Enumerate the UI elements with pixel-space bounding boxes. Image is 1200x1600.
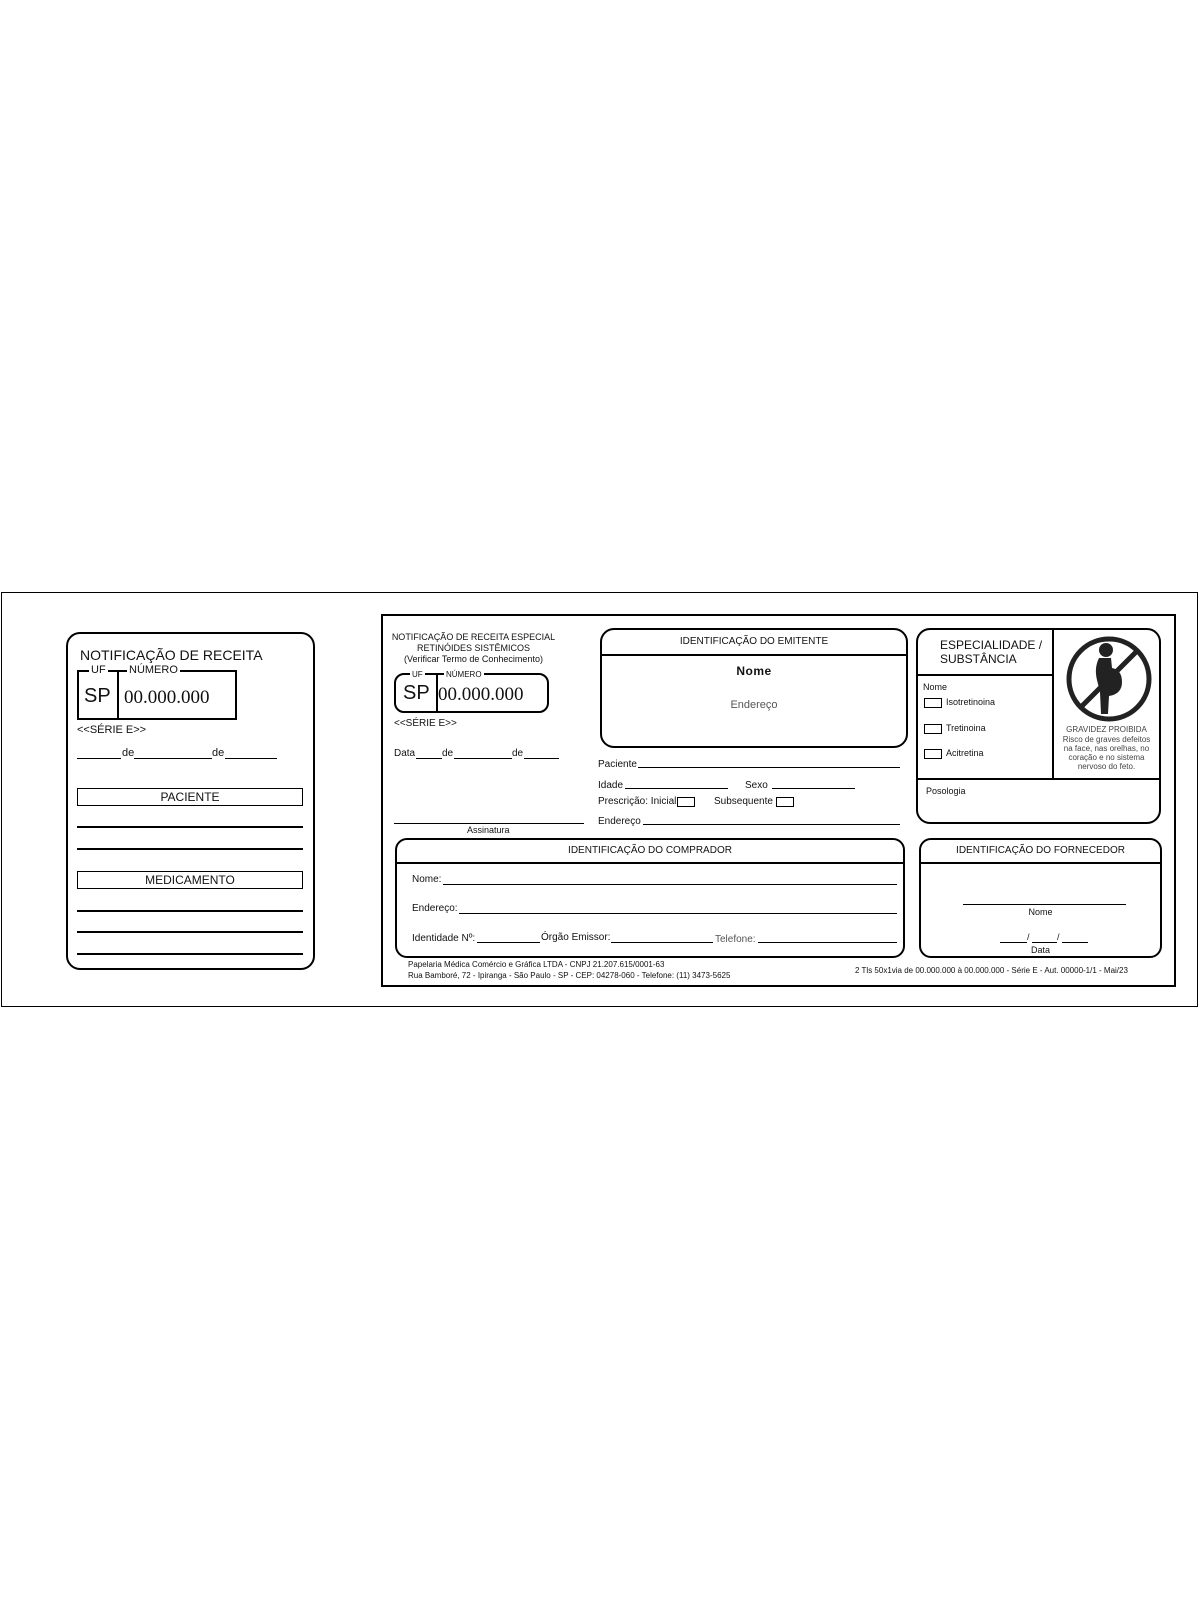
- comprador-nome-line[interactable]: [443, 884, 897, 885]
- stub-medicamento-line-2[interactable]: [77, 931, 303, 933]
- data-day-line[interactable]: [416, 758, 442, 759]
- paciente-label: Paciente: [598, 759, 637, 770]
- comprador-box: [395, 838, 905, 958]
- comprador-telefone-line[interactable]: [758, 942, 897, 943]
- form-serie: <<SÉRIE E>>: [394, 718, 457, 729]
- fornecedor-title: IDENTIFICAÇÃO DO FORNECEDOR: [956, 845, 1125, 856]
- especialidade-title-1: ESPECIALIDADE /: [940, 638, 1043, 652]
- emitente-box: [600, 628, 908, 748]
- stub-date-de-1: de: [122, 747, 135, 759]
- tretinoina-checkbox[interactable]: [924, 724, 942, 734]
- warning-line-1: Risco de graves defeitos: [1062, 735, 1151, 744]
- posologia-label: Posologia: [926, 786, 966, 796]
- warning-line-2: na face, nas orelhas, no: [1063, 744, 1150, 753]
- form-uf-value: SP: [403, 682, 430, 704]
- prescricao-inicial-checkbox[interactable]: [677, 797, 695, 807]
- fornecedor-nome-line[interactable]: [963, 904, 1126, 905]
- form-title-line3: (Verificar Termo de Conhecimento): [404, 654, 543, 664]
- comprador-identidade-line[interactable]: [477, 942, 540, 943]
- stub-paciente-line-1[interactable]: [77, 826, 303, 828]
- comprador-telefone-label: Telefone:: [715, 934, 756, 945]
- fornecedor-month-line[interactable]: [1032, 942, 1057, 943]
- fornecedor-box: [919, 838, 1162, 958]
- stub-date-line-3[interactable]: [225, 758, 277, 759]
- emitente-nome[interactable]: Nome: [736, 664, 772, 678]
- fornecedor-nome-label: Nome: [1028, 907, 1053, 917]
- comprador-identidade-label: Identidade Nº:: [412, 933, 476, 944]
- comprador-orgao-label: Órgão Emissor:: [541, 932, 611, 943]
- data-de-1: de: [442, 748, 454, 759]
- sexo-line[interactable]: [772, 788, 855, 789]
- form-numero-label: NÚMERO: [446, 670, 482, 679]
- comprador-orgao-line[interactable]: [611, 942, 713, 943]
- especialidade-box: [916, 628, 1161, 824]
- data-de-2: de: [512, 748, 524, 759]
- form-uf-label: UF: [412, 670, 423, 679]
- endereco-line[interactable]: [643, 824, 900, 825]
- fornecedor-date-sep-2: /: [1057, 932, 1060, 942]
- comprador-endereco-line[interactable]: [459, 913, 897, 914]
- warning-line-3: coração e no sistema: [1068, 753, 1145, 762]
- no-pregnancy-icon: [1064, 634, 1154, 724]
- assinatura-line[interactable]: [394, 823, 584, 824]
- fornecedor-day-line[interactable]: [1000, 942, 1027, 943]
- stub-uf-value: SP: [84, 685, 111, 707]
- sexo-label: Sexo: [745, 780, 768, 791]
- idade-label: Idade: [598, 780, 624, 791]
- warning-title: GRAVIDEZ PROIBIDA: [1066, 725, 1147, 734]
- stub-date-line-2[interactable]: [134, 758, 212, 759]
- data-label: Data: [394, 748, 416, 759]
- form-numero-value: 00.000.000: [438, 684, 524, 705]
- emitente-title: IDENTIFICAÇÃO DO EMITENTE: [679, 636, 829, 647]
- stub-numero-value: 00.000.000: [124, 687, 210, 708]
- especialidade-nome-label: Nome: [923, 682, 948, 692]
- form-number-box: [394, 670, 549, 713]
- isotretinoina-label: Isotretinoina: [946, 697, 996, 707]
- footer-print-info: 2 Tls 50x1via de 00.000.000 à 00.000.000 - Série E - Aut. 00000-1/1 - Mai/23: [855, 966, 1128, 975]
- fornecedor-data-label: Data: [1030, 945, 1050, 955]
- stub-paciente-label: PACIENTE: [77, 788, 303, 806]
- paciente-line[interactable]: [638, 767, 900, 768]
- fornecedor-date-sep-1: /: [1027, 932, 1030, 942]
- tretinoina-label: Tretinoina: [946, 723, 986, 733]
- stub-paciente-line-2[interactable]: [77, 848, 303, 850]
- footer-company-line-2: Rua Bamboré, 72 - Ipiranga - São Paulo - SP - CEP: 04278-060 - Telefone: (11) 3473-5625: [408, 971, 731, 980]
- emitente-endereco[interactable]: Endereço: [730, 699, 778, 711]
- stub-title: NOTIFICAÇÃO DE RECEITA: [80, 647, 263, 663]
- stub-numero-label: NÚMERO: [129, 664, 178, 676]
- stub-medicamento-line-3[interactable]: [77, 953, 303, 955]
- subsequente-label: Subsequente: [714, 796, 773, 807]
- stub-date-de-2: de: [212, 747, 225, 759]
- isotretinoina-checkbox[interactable]: [924, 698, 942, 708]
- form-title-line2: RETINÓIDES SISTÊMICOS: [416, 643, 530, 653]
- acitretina-checkbox[interactable]: [924, 749, 942, 759]
- idade-line[interactable]: [625, 788, 728, 789]
- subsequente-checkbox[interactable]: [776, 797, 794, 807]
- especialidade-title-2: SUBSTÂNCIA: [940, 652, 1017, 666]
- stub-date-line-1[interactable]: [77, 758, 121, 759]
- prescricao-inicial-label: Prescrição: Inicial: [598, 796, 677, 807]
- data-month-line[interactable]: [454, 758, 512, 759]
- footer-company-line-1: Papelaria Médica Comércio e Gráfica LTDA - CNPJ 21.207.615/0001-63: [408, 960, 665, 969]
- warning-line-4: nervoso do feto.: [1077, 762, 1136, 771]
- acitretina-label: Acitretina: [946, 748, 984, 758]
- stub-serie: <<SÉRIE E>>: [77, 724, 147, 736]
- data-year-line[interactable]: [524, 758, 559, 759]
- assinatura-label: Assinatura: [467, 825, 510, 835]
- stub-uf-label: UF: [91, 664, 106, 676]
- fornecedor-year-line[interactable]: [1062, 942, 1088, 943]
- stub-number-box: [77, 664, 237, 720]
- form-title-line1: NOTIFICAÇÃO DE RECEITA ESPECIAL: [391, 632, 556, 642]
- comprador-endereco-label: Endereço:: [412, 903, 458, 914]
- stub-medicamento-line-1[interactable]: [77, 910, 303, 912]
- comprador-title: IDENTIFICAÇÃO DO COMPRADOR: [568, 845, 732, 856]
- stub-medicamento-label: MEDICAMENTO: [77, 871, 303, 889]
- endereco-label: Endereço: [598, 816, 641, 827]
- comprador-nome-label: Nome:: [412, 874, 442, 885]
